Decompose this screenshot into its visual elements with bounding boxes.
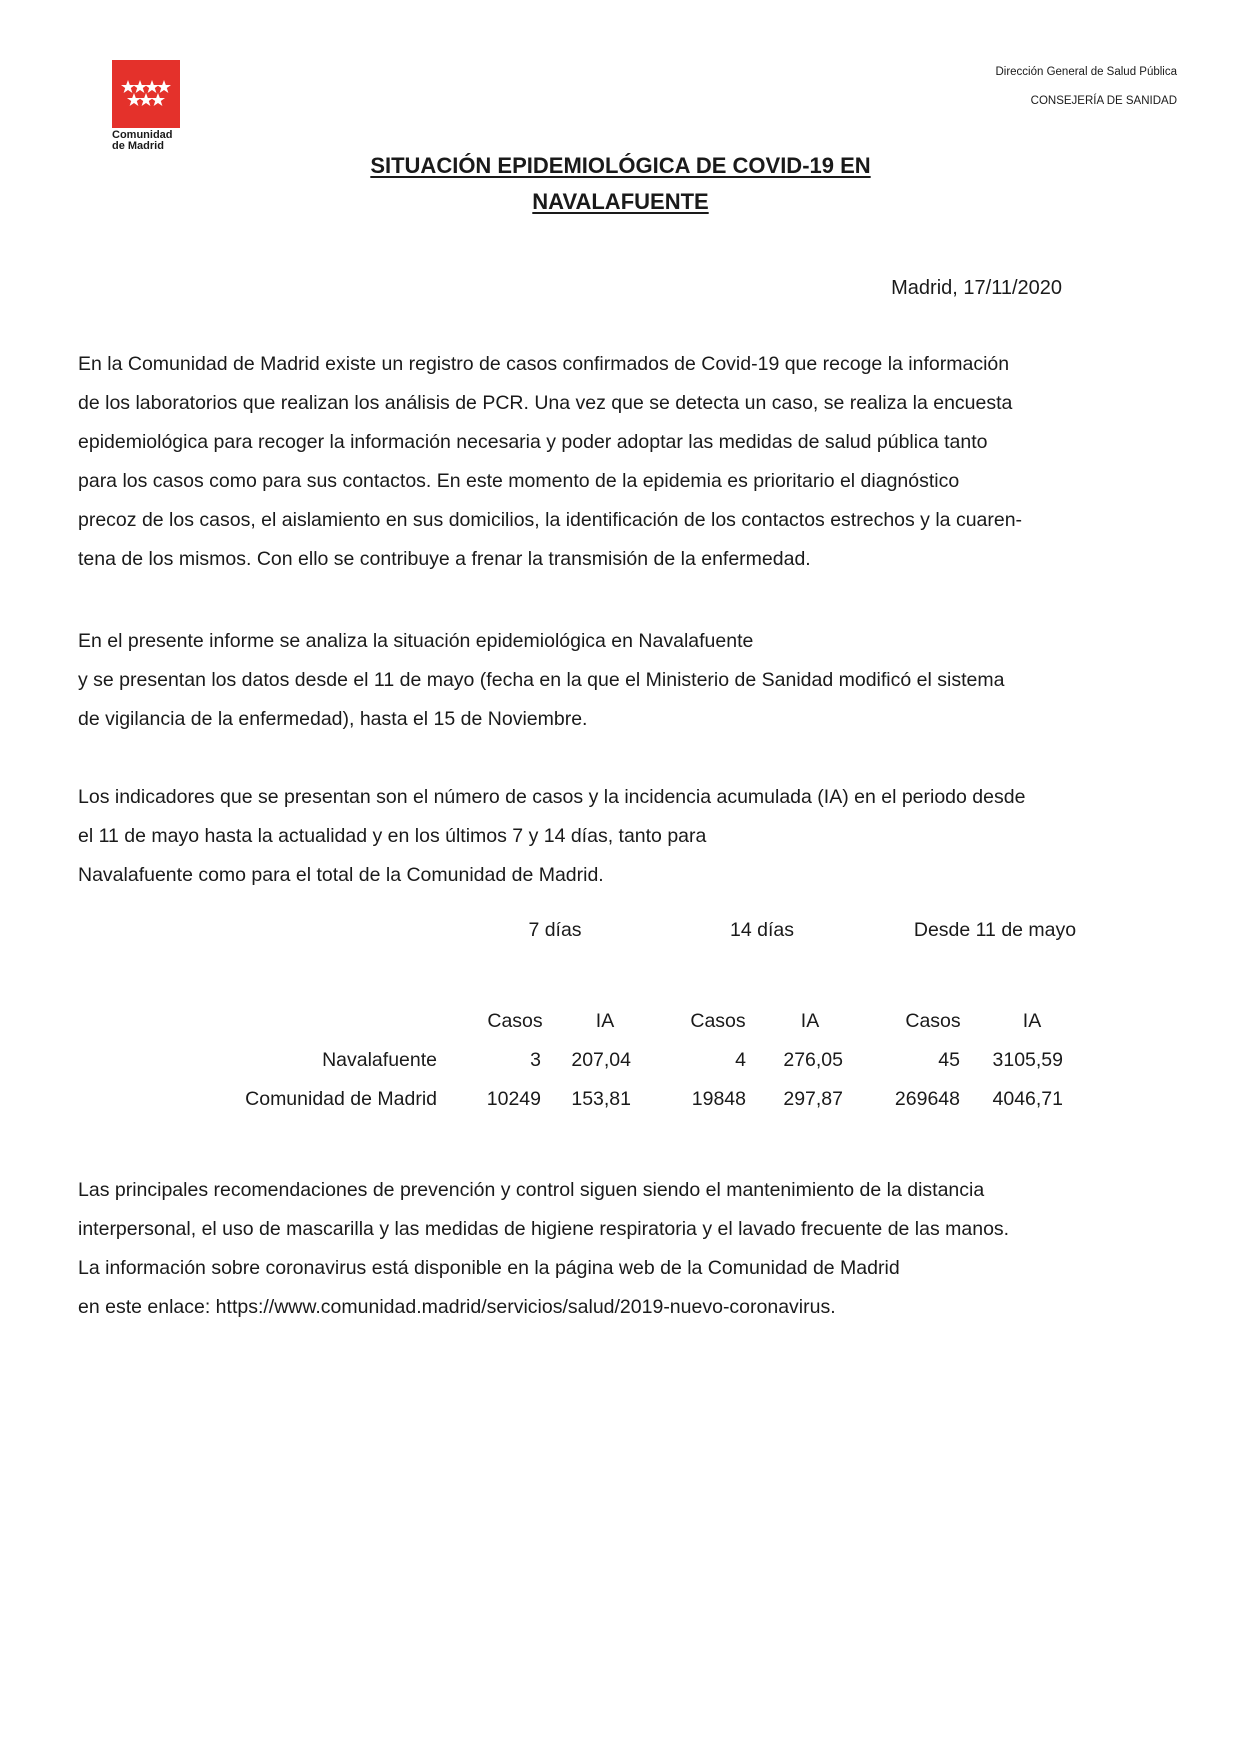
table-cell: 10249 bbox=[486, 1088, 541, 1110]
paragraph-line: de vigilancia de la enfermedad), hasta el 15 de Noviembre. bbox=[78, 708, 588, 730]
paragraph-line: En la Comunidad de Madrid existe un registro de casos confirmados de Covid-19 que recoge la información bbox=[78, 353, 1010, 375]
paragraph-line: En el presente informe se analiza la situación epidemiológica en Navalafuente bbox=[78, 630, 754, 652]
subheader-casos: Casos bbox=[690, 1010, 746, 1032]
table-cell: 19848 bbox=[691, 1088, 746, 1110]
table-cell: 45 bbox=[938, 1049, 960, 1071]
comunidad-madrid-logo bbox=[112, 60, 180, 152]
period-header-7-days: 7 días bbox=[528, 919, 582, 941]
subheader-casos: Casos bbox=[905, 1010, 961, 1032]
table-cell: 4046,71 bbox=[992, 1088, 1063, 1110]
org-line-2: CONSEJERÍA DE SANIDAD bbox=[1030, 95, 1177, 107]
paragraph-line: precoz de los casos, el aislamiento en sus domicilios, la identificación de los contactos estrechos y la cuaren- bbox=[78, 509, 1023, 531]
paragraph-line: y se presentan los datos desde el 11 de mayo (fecha en la que el Ministerio de Sanidad modificó el sistema bbox=[78, 669, 1005, 691]
paragraph-line: tena de los mismos. Con ello se contribuye a frenar la transmisión de la enfermedad. bbox=[78, 548, 811, 570]
organization-header bbox=[995, 58, 1177, 116]
paragraph-line: epidemiológica para recoger la información necesaria y poder adoptar las medidas de salud pública tanto bbox=[78, 431, 988, 453]
recommendations-paragraph bbox=[78, 1171, 1188, 1327]
indicators-paragraph bbox=[78, 778, 1188, 895]
table-cell: 207,04 bbox=[571, 1049, 631, 1071]
paragraph-line: el 11 de mayo hasta la actualidad y en los últimos 7 y 14 días, tanto para bbox=[78, 825, 707, 847]
paragraph-line: Los indicadores que se presentan son el número de casos y la incidencia acumulada (IA) en el periodo desde bbox=[78, 786, 1026, 808]
table-cell: 297,87 bbox=[783, 1088, 843, 1110]
paragraph-line: de los laboratorios que realizan los análisis de PCR. Una vez que se detecta un caso, se realiza la encuesta bbox=[78, 392, 1013, 414]
logo-text-line1: Comunidad bbox=[112, 129, 173, 141]
table-cell: 269648 bbox=[894, 1088, 960, 1110]
subheader-ia: IA bbox=[800, 1010, 820, 1032]
subheader-casos: Casos bbox=[487, 1010, 543, 1032]
table-cell: 3105,59 bbox=[992, 1049, 1063, 1071]
logo-stars-icon bbox=[112, 60, 180, 128]
paragraph-line: para los casos como para sus contactos. En este momento de la epidemia es prioritario el diagnóstico bbox=[78, 470, 960, 492]
org-line-1: Dirección General de Salud Pública bbox=[995, 66, 1177, 78]
intro-paragraph bbox=[78, 345, 1188, 579]
table-cell: 4 bbox=[735, 1049, 746, 1071]
paragraph-line: Las principales recomendaciones de prevención y control siguen siendo el mantenimiento de la distancia bbox=[78, 1179, 985, 1201]
row-label: Comunidad de Madrid bbox=[245, 1088, 437, 1110]
scope-paragraph bbox=[78, 622, 1188, 739]
table-cell: 3 bbox=[530, 1049, 541, 1071]
document-title bbox=[0, 148, 1241, 220]
paragraph-line: interpersonal, el uso de mascarilla y las medidas de higiene respiratoria y el lavado frecuente de las manos. bbox=[78, 1218, 1010, 1240]
paragraph-line: La información sobre coronavirus está disponible en la página web de la Comunidad de Madrid bbox=[78, 1257, 900, 1279]
title-line-1: SITUACIÓN EPIDEMIOLÓGICA DE COVID-19 EN bbox=[370, 153, 871, 178]
paragraph-line: Navalafuente como para el total de la Comunidad de Madrid. bbox=[78, 864, 604, 886]
subheader-ia: IA bbox=[1022, 1010, 1042, 1032]
period-header-14-days: 14 días bbox=[730, 919, 794, 941]
subheader-ia: IA bbox=[595, 1010, 615, 1032]
table-cell: 153,81 bbox=[571, 1088, 631, 1110]
logo-text-line2: de Madrid bbox=[112, 140, 164, 152]
table-cell: 276,05 bbox=[783, 1049, 843, 1071]
paragraph-line: en este enlace: https://www.comunidad.madrid/servicios/salud/2019-nuevo-coronavirus. bbox=[78, 1296, 836, 1318]
period-header-since-may: Desde 11 de mayo bbox=[913, 919, 1077, 941]
row-label: Navalafuente bbox=[322, 1049, 437, 1071]
title-line-2: NAVALAFUENTE bbox=[532, 189, 709, 214]
document-date: Madrid, 17/11/2020 bbox=[891, 277, 1062, 299]
